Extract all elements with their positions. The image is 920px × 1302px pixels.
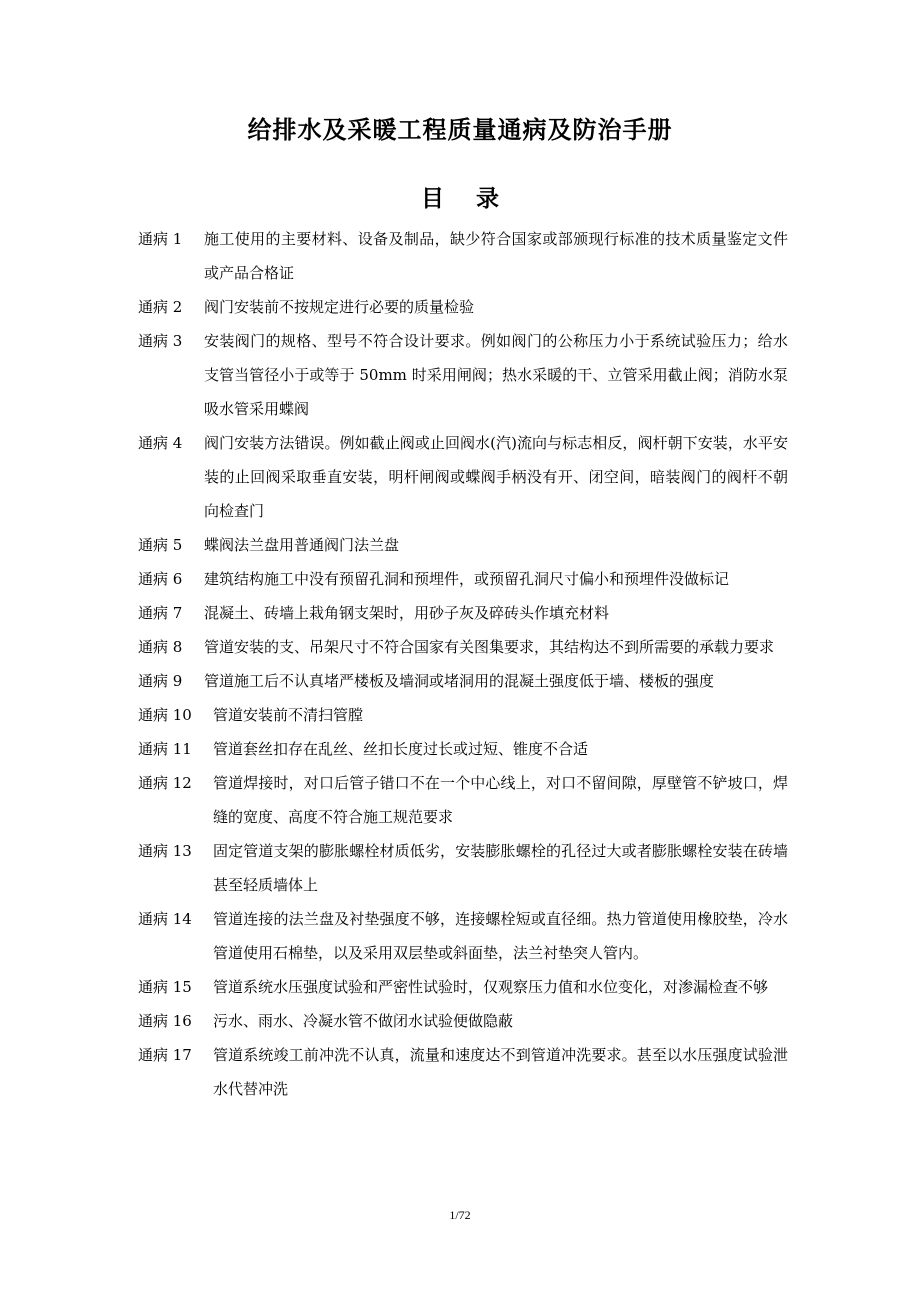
- toc-item-text: 固定管道支架的膨胀螺栓材质低劣，安装膨胀螺栓的孔径过大或者膨胀螺栓安装在砖墙甚至轻质墙体上: [213, 842, 788, 894]
- toc-item-text: 蝶阀法兰盘用普通阀门法兰盘: [204, 536, 400, 554]
- toc-item-16: [138, 1004, 788, 1038]
- toc-item-label: 通病 12: [138, 774, 192, 792]
- toc-item-14: [138, 902, 788, 970]
- toc-list: [138, 222, 788, 1106]
- document-title: 给排水及采暖工程质量通病及防治手册: [247, 115, 673, 144]
- toc-item-11: [138, 732, 788, 766]
- toc-item-3: [138, 324, 788, 426]
- toc-item-6: [138, 562, 788, 596]
- toc-item-text: 管道系统竣工前冲洗不认真，流量和速度达不到管道冲洗要求。甚至以水压强度试验泄水代替冲洗: [213, 1046, 788, 1098]
- toc-item-text: 阀门安装方法错误。例如截止阀或止回阀水(汽)流向与标志相反，阀杆朝下安装，水平安装的止回阀采取垂直安装，明杆闸阀或蝶阀手柄没有开、闭空间，暗装阀门的阀杆不朝向检查门: [204, 434, 788, 520]
- toc-heading: [0, 182, 920, 216]
- toc-item-2: [138, 290, 788, 324]
- toc-item-label: 通病 2: [138, 298, 183, 316]
- toc-item-10: [138, 698, 788, 732]
- toc-item-label: 通病 15: [138, 978, 192, 996]
- toc-item-text: 混凝土、砖墙上栽角钢支架时，用砂子灰及碎砖头作填充材料: [204, 604, 610, 622]
- page-number: 1/72: [449, 1208, 471, 1222]
- toc-item-label: 通病 3: [138, 332, 183, 350]
- toc-item-text: 污水、雨水、冷凝水管不做闭水试验便做隐蔽: [213, 1012, 514, 1030]
- toc-item-label: 通病 14: [138, 910, 192, 928]
- toc-item-label: 通病 17: [138, 1046, 192, 1064]
- toc-item-text: 管道系统水压强度试验和严密性试验时，仅观察压力值和水位变化，对渗漏检查不够: [213, 978, 769, 996]
- toc-item-text: 管道安装的支、吊架尺寸不符合国家有关图集要求，其结构达不到所需要的承载力要求: [204, 638, 775, 656]
- toc-item-13: [138, 834, 788, 902]
- toc-item-label: 通病 10: [138, 706, 192, 724]
- toc-item-text: 管道安装前不清扫管膛: [213, 706, 364, 724]
- toc-heading-right: 录: [476, 185, 499, 212]
- toc-item-17: [138, 1038, 788, 1106]
- toc-item-15: [138, 970, 788, 1004]
- toc-item-label: 通病 11: [138, 740, 192, 758]
- toc-item-4: [138, 426, 788, 528]
- toc-item-text: 管道连接的法兰盘及衬垫强度不够，连接螺栓短或直径细。热力管道使用橡胶垫，冷水管道使用石棉垫，以及采用双层垫或斜面垫，法兰衬垫突人管内。: [213, 910, 788, 962]
- toc-item-text: 管道施工后不认真堵严楼板及墙洞或堵洞用的混凝土强度低于墙、楼板的强度: [204, 672, 715, 690]
- toc-item-label: 通病 7: [138, 604, 183, 622]
- toc-item-text: 阀门安装前不按规定进行必要的质量检验: [204, 298, 475, 316]
- toc-item-label: 通病 13: [138, 842, 192, 860]
- toc-item-label: 通病 6: [138, 570, 183, 588]
- toc-item-text: 管道焊接时，对口后管子错口不在一个中心线上，对口不留间隙，厚壁管不铲坡口，焊缝的宽度、高度不符合施工规范要求: [213, 774, 788, 826]
- toc-item-text: 管道套丝扣存在乱丝、丝扣长度过长或过短、锥度不合适: [213, 740, 589, 758]
- toc-item-8: [138, 630, 788, 664]
- toc-item-text: 施工使用的主要材料、设备及制品，缺少符合国家或部颁现行标准的技术质量鉴定文件或产品合格证: [204, 230, 788, 282]
- toc-heading-left: 目: [421, 185, 444, 212]
- toc-item-label: 通病 4: [138, 434, 183, 452]
- toc-item-1: [138, 222, 788, 290]
- toc-item-7: [138, 596, 788, 630]
- toc-item-label: 通病 5: [138, 536, 183, 554]
- toc-item-label: 通病 1: [138, 230, 183, 248]
- toc-item-5: [138, 528, 788, 562]
- toc-item-text: 安装阀门的规格、型号不符合设计要求。例如阀门的公称压力小于系统试验压力；给水支管当管径小于或等于 50mm 时采用闸阀；热水采暖的干、立管采用截止阀；消防水泵吸水管采用蝶阀: [204, 332, 788, 418]
- toc-item-12: [138, 766, 788, 834]
- toc-item-label: 通病 8: [138, 638, 183, 656]
- toc-item-text: 建筑结构施工中没有预留孔洞和预埋件，或预留孔洞尺寸偏小和预埋件没做标记: [204, 570, 730, 588]
- toc-item-9: [138, 664, 788, 698]
- toc-item-label: 通病 9: [138, 672, 183, 690]
- toc-item-label: 通病 16: [138, 1012, 192, 1030]
